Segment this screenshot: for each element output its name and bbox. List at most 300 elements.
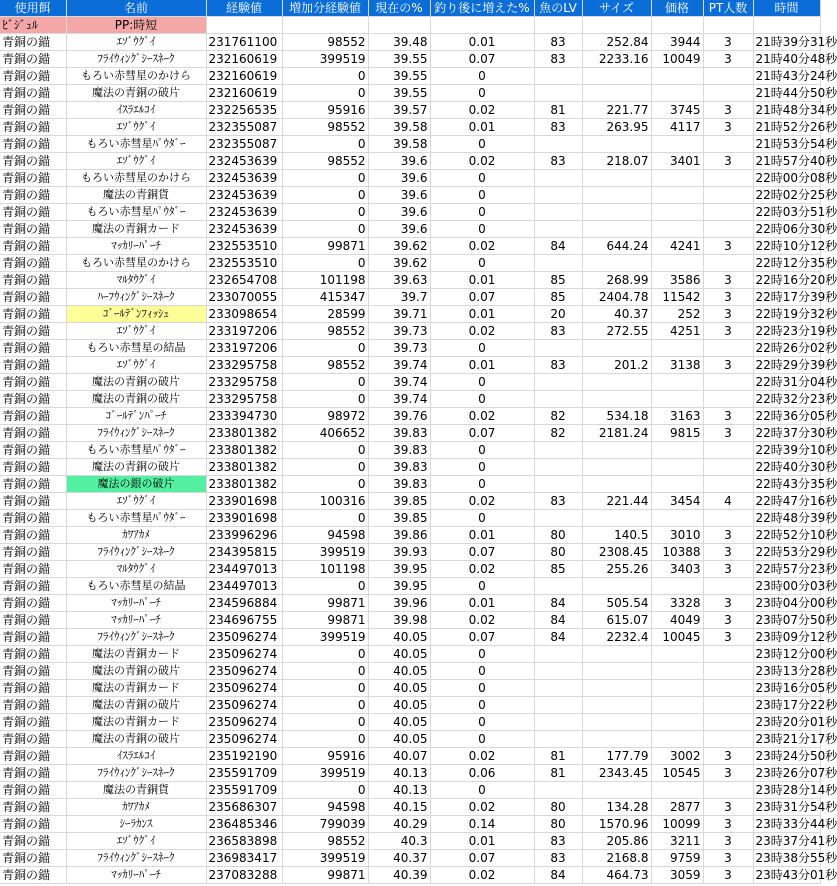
cell-party-size[interactable] bbox=[703, 391, 753, 408]
cell-party-size[interactable] bbox=[703, 221, 753, 238]
cell-exp-gain[interactable]: 99871 bbox=[282, 867, 368, 884]
cell-party-size[interactable]: 3 bbox=[703, 272, 753, 289]
cell-time[interactable]: 23時43分01秒 bbox=[753, 867, 820, 884]
cell-price[interactable] bbox=[651, 510, 703, 527]
cell-current-percent[interactable]: 39.6 bbox=[368, 187, 430, 204]
cell-percent-gain[interactable]: 0.01 bbox=[430, 357, 534, 374]
cell-party-size[interactable] bbox=[703, 204, 753, 221]
cell-party-size[interactable] bbox=[703, 374, 753, 391]
cell-name[interactable]: 魔法の青銅貨 bbox=[66, 782, 206, 799]
cell-name[interactable]: 魔法の青銅貨 bbox=[66, 187, 206, 204]
cell-size[interactable] bbox=[582, 578, 651, 595]
cell-fish-level[interactable] bbox=[534, 459, 582, 476]
cell-size[interactable] bbox=[582, 255, 651, 272]
cell-size[interactable]: 221.44 bbox=[582, 493, 651, 510]
cell-price[interactable]: 10045 bbox=[651, 629, 703, 646]
cell-party-size[interactable]: 4 bbox=[703, 493, 753, 510]
cell-size[interactable]: 268.99 bbox=[582, 272, 651, 289]
cell-exp-gain[interactable]: 399519 bbox=[282, 544, 368, 561]
cell-exp-gain[interactable]: 0 bbox=[282, 459, 368, 476]
cell-party-size[interactable]: 3 bbox=[703, 34, 753, 51]
cell-name[interactable]: もろい赤彗星ﾊﾟｳﾀﾞｰ bbox=[66, 136, 206, 153]
cell-percent-gain[interactable]: 0 bbox=[430, 221, 534, 238]
cell-fish-level[interactable] bbox=[534, 255, 582, 272]
cell-fish-level[interactable]: 85 bbox=[534, 272, 582, 289]
cell-name[interactable]: もろい赤彗星のかけら bbox=[66, 255, 206, 272]
cell-exp[interactable]: 232553510 bbox=[206, 238, 282, 255]
cell-exp[interactable]: 235096274 bbox=[206, 629, 282, 646]
empty-cell[interactable] bbox=[753, 17, 820, 34]
header-exp-gain[interactable]: 増加分経験値 bbox=[282, 0, 368, 17]
cell-size[interactable] bbox=[582, 340, 651, 357]
cell-size[interactable]: 644.24 bbox=[582, 238, 651, 255]
cell-size[interactable]: 2181.24 bbox=[582, 425, 651, 442]
cell-bait[interactable]: 青銅の錨 bbox=[0, 697, 66, 714]
cell-bait[interactable]: 青銅の錨 bbox=[0, 255, 66, 272]
cell-time[interactable]: 22時12分35秒 bbox=[753, 255, 820, 272]
cell-current-percent[interactable]: 40.05 bbox=[368, 680, 430, 697]
cell-party-size[interactable] bbox=[703, 476, 753, 493]
cell-size[interactable] bbox=[582, 442, 651, 459]
cell-current-percent[interactable]: 39.83 bbox=[368, 425, 430, 442]
cell-exp-gain[interactable]: 99871 bbox=[282, 238, 368, 255]
cell-size[interactable]: 2168.8 bbox=[582, 850, 651, 867]
cell-exp[interactable]: 235192190 bbox=[206, 748, 282, 765]
cell-current-percent[interactable]: 39.83 bbox=[368, 459, 430, 476]
cell-price[interactable] bbox=[651, 663, 703, 680]
cell-fish-level[interactable]: 84 bbox=[534, 595, 582, 612]
cell-exp-gain[interactable]: 98552 bbox=[282, 357, 368, 374]
cell-fish-level[interactable]: 83 bbox=[534, 357, 582, 374]
cell-fish-level[interactable]: 83 bbox=[534, 119, 582, 136]
cell-fish-level[interactable]: 83 bbox=[534, 51, 582, 68]
cell-time[interactable]: 23時26分07秒 bbox=[753, 765, 820, 782]
cell-bait[interactable]: 青銅の錨 bbox=[0, 289, 66, 306]
cell-name[interactable]: もろい赤彗星の結晶 bbox=[66, 578, 206, 595]
cell-exp[interactable]: 236485346 bbox=[206, 816, 282, 833]
cell-current-percent[interactable]: 39.95 bbox=[368, 578, 430, 595]
cell-fish-level[interactable]: 20 bbox=[534, 306, 582, 323]
cell-party-size[interactable]: 3 bbox=[703, 425, 753, 442]
cell-bait[interactable]: 青銅の錨 bbox=[0, 357, 66, 374]
cell-name[interactable]: ﾌﾗｲｳｨﾝｸﾞｼｰｽﾈｰｸ bbox=[66, 629, 206, 646]
cell-percent-gain[interactable]: 0.01 bbox=[430, 34, 534, 51]
cell-time[interactable]: 22時17分39秒 bbox=[753, 289, 820, 306]
cell-exp-gain[interactable]: 99871 bbox=[282, 612, 368, 629]
cell-percent-gain[interactable]: 0 bbox=[430, 255, 534, 272]
cell-time[interactable]: 22時47分16秒 bbox=[753, 493, 820, 510]
cell-exp-gain[interactable]: 0 bbox=[282, 442, 368, 459]
cell-exp[interactable]: 232453639 bbox=[206, 187, 282, 204]
cell-time[interactable]: 23時33分44秒 bbox=[753, 816, 820, 833]
cell-fish-level[interactable]: 83 bbox=[534, 493, 582, 510]
cell-size[interactable]: 201.2 bbox=[582, 357, 651, 374]
cell-bait[interactable]: 青銅の錨 bbox=[0, 799, 66, 816]
cell-name[interactable]: もろい赤彗星の結晶 bbox=[66, 340, 206, 357]
cell-party-size[interactable]: 3 bbox=[703, 119, 753, 136]
cell-percent-gain[interactable]: 0.01 bbox=[430, 595, 534, 612]
cell-current-percent[interactable]: 39.6 bbox=[368, 204, 430, 221]
cell-name[interactable]: もろい赤彗星のかけら bbox=[66, 170, 206, 187]
cell-exp[interactable]: 233070055 bbox=[206, 289, 282, 306]
cell-party-size[interactable]: 3 bbox=[703, 765, 753, 782]
cell-party-size[interactable]: 3 bbox=[703, 408, 753, 425]
cell-percent-gain[interactable]: 0.02 bbox=[430, 799, 534, 816]
cell-exp-gain[interactable]: 94598 bbox=[282, 527, 368, 544]
cell-price[interactable]: 10099 bbox=[651, 816, 703, 833]
cell-fish-level[interactable]: 84 bbox=[534, 629, 582, 646]
cell-time[interactable]: 22時16分20秒 bbox=[753, 272, 820, 289]
cell-percent-gain[interactable]: 0 bbox=[430, 782, 534, 799]
cell-party-size[interactable]: 3 bbox=[703, 748, 753, 765]
cell-exp[interactable]: 233098654 bbox=[206, 306, 282, 323]
cell-time[interactable]: 23時16分05秒 bbox=[753, 680, 820, 697]
cell-name[interactable]: もろい赤彗星ﾊﾟｳﾀﾞｰ bbox=[66, 204, 206, 221]
cell-exp-gain[interactable]: 399519 bbox=[282, 850, 368, 867]
cell-price[interactable]: 3010 bbox=[651, 527, 703, 544]
cell-exp[interactable]: 233901698 bbox=[206, 493, 282, 510]
cell-time[interactable]: 22時06分30秒 bbox=[753, 221, 820, 238]
cell-current-percent[interactable]: 40.39 bbox=[368, 867, 430, 884]
cell-bait[interactable]: 青銅の錨 bbox=[0, 646, 66, 663]
cell-exp-gain[interactable]: 0 bbox=[282, 714, 368, 731]
cell-fish-level[interactable]: 81 bbox=[534, 102, 582, 119]
cell-exp[interactable]: 235686307 bbox=[206, 799, 282, 816]
cell-price[interactable] bbox=[651, 578, 703, 595]
cell-time[interactable]: 22時36分05秒 bbox=[753, 408, 820, 425]
cell-party-size[interactable]: 3 bbox=[703, 629, 753, 646]
cell-price[interactable] bbox=[651, 374, 703, 391]
cell-exp-gain[interactable]: 0 bbox=[282, 255, 368, 272]
cell-bait[interactable]: 青銅の錨 bbox=[0, 221, 66, 238]
cell-fish-level[interactable] bbox=[534, 221, 582, 238]
cell-name[interactable]: ﾌﾗｲｳｨﾝｸﾞｼｰｽﾈｰｸ bbox=[66, 850, 206, 867]
cell-percent-gain[interactable]: 0.14 bbox=[430, 816, 534, 833]
cell-bait[interactable]: 青銅の錨 bbox=[0, 153, 66, 170]
cell-price[interactable] bbox=[651, 697, 703, 714]
cell-name[interactable]: ﾏｯｶﾘｰﾊﾟｰﾁ bbox=[66, 612, 206, 629]
cell-party-size[interactable] bbox=[703, 459, 753, 476]
cell-price[interactable]: 4049 bbox=[651, 612, 703, 629]
cell-price[interactable] bbox=[651, 459, 703, 476]
cell-fish-level[interactable] bbox=[534, 340, 582, 357]
cell-percent-gain[interactable]: 0 bbox=[430, 510, 534, 527]
cell-size[interactable]: 2233.16 bbox=[582, 51, 651, 68]
cell-size[interactable]: 615.07 bbox=[582, 612, 651, 629]
cell-percent-gain[interactable]: 0.01 bbox=[430, 119, 534, 136]
cell-exp-gain[interactable]: 0 bbox=[282, 663, 368, 680]
cell-exp[interactable]: 233801382 bbox=[206, 442, 282, 459]
cell-name[interactable]: もろい赤彗星ﾊﾟｳﾀﾞｰ bbox=[66, 510, 206, 527]
cell-exp[interactable]: 235591709 bbox=[206, 782, 282, 799]
cell-price[interactable] bbox=[651, 646, 703, 663]
cell-name[interactable]: ｴｿﾞｳｸﾞｲ bbox=[66, 323, 206, 340]
cell-exp[interactable]: 232160619 bbox=[206, 68, 282, 85]
header-time[interactable]: 時間 bbox=[753, 0, 820, 17]
cell-percent-gain[interactable]: 0 bbox=[430, 68, 534, 85]
cell-name[interactable]: ｴｿﾞｳｸﾞｲ bbox=[66, 153, 206, 170]
cell-name[interactable]: ｺﾞｰﾙﾃﾞﾝﾌｨｯｼｭ bbox=[66, 306, 206, 323]
cell-price[interactable]: 3002 bbox=[651, 748, 703, 765]
cell-time[interactable]: 22時23分19秒 bbox=[753, 323, 820, 340]
cell-name[interactable]: ﾏﾙﾀｳｸﾞｲ bbox=[66, 272, 206, 289]
cell-percent-gain[interactable]: 0.07 bbox=[430, 544, 534, 561]
cell-percent-gain[interactable]: 0 bbox=[430, 374, 534, 391]
cell-exp[interactable]: 234596884 bbox=[206, 595, 282, 612]
cell-current-percent[interactable]: 40.05 bbox=[368, 697, 430, 714]
cell-exp-gain[interactable]: 0 bbox=[282, 391, 368, 408]
cell-current-percent[interactable]: 39.6 bbox=[368, 170, 430, 187]
cell-party-size[interactable] bbox=[703, 578, 753, 595]
cell-exp-gain[interactable]: 99871 bbox=[282, 595, 368, 612]
cell-fish-level[interactable] bbox=[534, 714, 582, 731]
cell-fish-level[interactable] bbox=[534, 731, 582, 748]
cell-time[interactable]: 23時17分22秒 bbox=[753, 697, 820, 714]
cell-exp[interactable]: 232256535 bbox=[206, 102, 282, 119]
cell-exp-gain[interactable]: 0 bbox=[282, 68, 368, 85]
cell-exp[interactable]: 233295758 bbox=[206, 357, 282, 374]
cell-fish-level[interactable]: 82 bbox=[534, 425, 582, 442]
cell-current-percent[interactable]: 40.13 bbox=[368, 782, 430, 799]
cell-exp-gain[interactable]: 799039 bbox=[282, 816, 368, 833]
cell-name[interactable]: ﾌﾗｲｳｨﾝｸﾞｼｰｽﾈｰｸ bbox=[66, 765, 206, 782]
cell-bait[interactable]: 青銅の錨 bbox=[0, 867, 66, 884]
cell-exp-gain[interactable]: 399519 bbox=[282, 629, 368, 646]
cell-name[interactable]: 魔法の青銅カード bbox=[66, 680, 206, 697]
cell-percent-gain[interactable]: 0 bbox=[430, 204, 534, 221]
cell-percent-gain[interactable]: 0.02 bbox=[430, 238, 534, 255]
cell-bait[interactable]: 青銅の錨 bbox=[0, 578, 66, 595]
cell-name[interactable]: ﾏｯｶﾘｰﾊﾟｰﾁ bbox=[66, 867, 206, 884]
cell-time[interactable]: 23時24分50秒 bbox=[753, 748, 820, 765]
cell-size[interactable] bbox=[582, 714, 651, 731]
cell-bait[interactable]: 青銅の錨 bbox=[0, 323, 66, 340]
cell-bait[interactable]: 青銅の錨 bbox=[0, 187, 66, 204]
pp-label-cell[interactable]: PP:時短 bbox=[66, 17, 206, 34]
cell-price[interactable] bbox=[651, 221, 703, 238]
cell-exp-gain[interactable]: 0 bbox=[282, 374, 368, 391]
cell-party-size[interactable]: 3 bbox=[703, 867, 753, 884]
cell-current-percent[interactable]: 39.7 bbox=[368, 289, 430, 306]
cell-exp[interactable]: 237083288 bbox=[206, 867, 282, 884]
cell-price[interactable] bbox=[651, 782, 703, 799]
cell-current-percent[interactable]: 39.74 bbox=[368, 357, 430, 374]
cell-time[interactable]: 23時07分50秒 bbox=[753, 612, 820, 629]
cell-name[interactable]: ﾏｯｶﾘｰﾊﾟｰﾁ bbox=[66, 595, 206, 612]
cell-price[interactable] bbox=[651, 68, 703, 85]
cell-fish-level[interactable]: 83 bbox=[534, 850, 582, 867]
cell-fish-level[interactable]: 84 bbox=[534, 238, 582, 255]
cell-current-percent[interactable]: 39.86 bbox=[368, 527, 430, 544]
cell-exp[interactable]: 232553510 bbox=[206, 255, 282, 272]
cell-price[interactable]: 10545 bbox=[651, 765, 703, 782]
cell-bait[interactable]: 青銅の錨 bbox=[0, 782, 66, 799]
cell-exp-gain[interactable]: 0 bbox=[282, 187, 368, 204]
cell-percent-gain[interactable]: 0.02 bbox=[430, 323, 534, 340]
cell-current-percent[interactable]: 39.85 bbox=[368, 510, 430, 527]
cell-current-percent[interactable]: 40.07 bbox=[368, 748, 430, 765]
cell-time[interactable]: 22時39分10秒 bbox=[753, 442, 820, 459]
cell-exp[interactable]: 236583898 bbox=[206, 833, 282, 850]
cell-party-size[interactable] bbox=[703, 782, 753, 799]
cell-percent-gain[interactable]: 0.07 bbox=[430, 425, 534, 442]
cell-price[interactable] bbox=[651, 731, 703, 748]
cell-price[interactable]: 9759 bbox=[651, 850, 703, 867]
cell-current-percent[interactable]: 40.05 bbox=[368, 731, 430, 748]
cell-time[interactable]: 23時12分00秒 bbox=[753, 646, 820, 663]
visual-label-cell[interactable]: ﾋﾞｼﾞｭﾙ bbox=[0, 17, 66, 34]
cell-fish-level[interactable] bbox=[534, 782, 582, 799]
cell-name[interactable]: 魔法の青銅カード bbox=[66, 646, 206, 663]
cell-bait[interactable]: 青銅の錨 bbox=[0, 272, 66, 289]
cell-bait[interactable]: 青銅の錨 bbox=[0, 833, 66, 850]
cell-size[interactable] bbox=[582, 782, 651, 799]
cell-percent-gain[interactable]: 0.02 bbox=[430, 153, 534, 170]
cell-time[interactable]: 21時43分24秒 bbox=[753, 68, 820, 85]
cell-size[interactable]: 505.54 bbox=[582, 595, 651, 612]
cell-exp[interactable]: 233996296 bbox=[206, 527, 282, 544]
cell-fish-level[interactable]: 83 bbox=[534, 153, 582, 170]
cell-time[interactable]: 23時37分41秒 bbox=[753, 833, 820, 850]
cell-time[interactable]: 22時48分39秒 bbox=[753, 510, 820, 527]
cell-bait[interactable]: 青銅の錨 bbox=[0, 544, 66, 561]
cell-name[interactable]: ｲｽﾗｴﾙｺｲ bbox=[66, 748, 206, 765]
cell-party-size[interactable]: 3 bbox=[703, 850, 753, 867]
cell-size[interactable] bbox=[582, 646, 651, 663]
cell-bait[interactable]: 青銅の錨 bbox=[0, 612, 66, 629]
cell-percent-gain[interactable]: 0.06 bbox=[430, 765, 534, 782]
cell-fish-level[interactable]: 83 bbox=[534, 34, 582, 51]
cell-exp-gain[interactable]: 399519 bbox=[282, 765, 368, 782]
cell-party-size[interactable]: 3 bbox=[703, 153, 753, 170]
cell-exp-gain[interactable]: 98552 bbox=[282, 153, 368, 170]
cell-percent-gain[interactable]: 0.07 bbox=[430, 629, 534, 646]
cell-party-size[interactable] bbox=[703, 85, 753, 102]
empty-cell[interactable] bbox=[206, 17, 282, 34]
cell-party-size[interactable]: 3 bbox=[703, 799, 753, 816]
cell-price[interactable]: 3944 bbox=[651, 34, 703, 51]
cell-name[interactable]: 魔法の青銅の破片 bbox=[66, 85, 206, 102]
cell-exp[interactable]: 235096274 bbox=[206, 714, 282, 731]
cell-bait[interactable]: 青銅の錨 bbox=[0, 425, 66, 442]
cell-exp-gain[interactable]: 28599 bbox=[282, 306, 368, 323]
cell-current-percent[interactable]: 39.71 bbox=[368, 306, 430, 323]
cell-bait[interactable]: 青銅の錨 bbox=[0, 680, 66, 697]
cell-name[interactable]: 魔法の青銅の破片 bbox=[66, 697, 206, 714]
cell-current-percent[interactable]: 39.58 bbox=[368, 136, 430, 153]
cell-price[interactable] bbox=[651, 680, 703, 697]
cell-size[interactable] bbox=[582, 680, 651, 697]
cell-time[interactable]: 23時31分54秒 bbox=[753, 799, 820, 816]
cell-bait[interactable]: 青銅の錨 bbox=[0, 170, 66, 187]
cell-size[interactable] bbox=[582, 731, 651, 748]
cell-price[interactable]: 3138 bbox=[651, 357, 703, 374]
cell-size[interactable]: 140.5 bbox=[582, 527, 651, 544]
cell-current-percent[interactable]: 40.15 bbox=[368, 799, 430, 816]
cell-fish-level[interactable]: 80 bbox=[534, 544, 582, 561]
cell-size[interactable] bbox=[582, 204, 651, 221]
cell-bait[interactable]: 青銅の錨 bbox=[0, 459, 66, 476]
cell-party-size[interactable]: 3 bbox=[703, 816, 753, 833]
cell-size[interactable] bbox=[582, 187, 651, 204]
cell-size[interactable] bbox=[582, 391, 651, 408]
cell-bait[interactable]: 青銅の錨 bbox=[0, 714, 66, 731]
cell-current-percent[interactable]: 39.95 bbox=[368, 561, 430, 578]
cell-party-size[interactable]: 3 bbox=[703, 306, 753, 323]
cell-exp-gain[interactable]: 98552 bbox=[282, 119, 368, 136]
cell-time[interactable]: 22時57分23秒 bbox=[753, 561, 820, 578]
cell-time[interactable]: 22時31分04秒 bbox=[753, 374, 820, 391]
cell-price[interactable]: 4251 bbox=[651, 323, 703, 340]
cell-percent-gain[interactable]: 0.02 bbox=[430, 867, 534, 884]
cell-exp[interactable]: 232453639 bbox=[206, 170, 282, 187]
cell-price[interactable]: 3745 bbox=[651, 102, 703, 119]
cell-bait[interactable]: 青銅の錨 bbox=[0, 850, 66, 867]
cell-size[interactable]: 2404.78 bbox=[582, 289, 651, 306]
cell-size[interactable]: 2232.4 bbox=[582, 629, 651, 646]
cell-exp[interactable]: 231761100 bbox=[206, 34, 282, 51]
cell-size[interactable] bbox=[582, 85, 651, 102]
cell-name[interactable]: 魔法の銀の破片 bbox=[66, 476, 206, 493]
cell-name[interactable]: ｲｽﾗｴﾙｺｲ bbox=[66, 102, 206, 119]
cell-bait[interactable]: 青銅の錨 bbox=[0, 340, 66, 357]
cell-fish-level[interactable] bbox=[534, 442, 582, 459]
cell-price[interactable]: 3403 bbox=[651, 561, 703, 578]
cell-size[interactable] bbox=[582, 170, 651, 187]
cell-price[interactable]: 10388 bbox=[651, 544, 703, 561]
cell-name[interactable]: ｶﾜｱｶﾒ bbox=[66, 527, 206, 544]
cell-time[interactable]: 22時52分10秒 bbox=[753, 527, 820, 544]
cell-exp[interactable]: 235096274 bbox=[206, 680, 282, 697]
cell-bait[interactable]: 青銅の錨 bbox=[0, 748, 66, 765]
cell-bait[interactable]: 青銅の錨 bbox=[0, 408, 66, 425]
cell-time[interactable]: 22時37分30秒 bbox=[753, 425, 820, 442]
cell-bait[interactable]: 青銅の錨 bbox=[0, 493, 66, 510]
cell-current-percent[interactable]: 39.6 bbox=[368, 153, 430, 170]
cell-size[interactable]: 464.73 bbox=[582, 867, 651, 884]
cell-exp[interactable]: 232355087 bbox=[206, 119, 282, 136]
cell-size[interactable]: 177.79 bbox=[582, 748, 651, 765]
cell-time[interactable]: 22時29分39秒 bbox=[753, 357, 820, 374]
cell-exp[interactable]: 233295758 bbox=[206, 374, 282, 391]
cell-time[interactable]: 22時03分51秒 bbox=[753, 204, 820, 221]
cell-time[interactable]: 22時02分25秒 bbox=[753, 187, 820, 204]
cell-exp[interactable]: 235096274 bbox=[206, 697, 282, 714]
cell-bait[interactable]: 青銅の錨 bbox=[0, 561, 66, 578]
cell-size[interactable] bbox=[582, 374, 651, 391]
cell-price[interactable]: 252 bbox=[651, 306, 703, 323]
cell-size[interactable] bbox=[582, 510, 651, 527]
cell-current-percent[interactable]: 40.3 bbox=[368, 833, 430, 850]
cell-time[interactable]: 23時00分03秒 bbox=[753, 578, 820, 595]
cell-exp[interactable]: 233394730 bbox=[206, 408, 282, 425]
cell-percent-gain[interactable]: 0 bbox=[430, 459, 534, 476]
cell-current-percent[interactable]: 40.29 bbox=[368, 816, 430, 833]
cell-exp-gain[interactable]: 100316 bbox=[282, 493, 368, 510]
cell-exp[interactable]: 233801382 bbox=[206, 476, 282, 493]
cell-name[interactable]: 魔法の青銅の破片 bbox=[66, 391, 206, 408]
cell-exp-gain[interactable]: 95916 bbox=[282, 102, 368, 119]
cell-price[interactable] bbox=[651, 136, 703, 153]
cell-current-percent[interactable]: 39.96 bbox=[368, 595, 430, 612]
cell-bait[interactable]: 青銅の錨 bbox=[0, 391, 66, 408]
cell-current-percent[interactable]: 40.05 bbox=[368, 646, 430, 663]
cell-fish-level[interactable] bbox=[534, 204, 582, 221]
cell-current-percent[interactable]: 39.85 bbox=[368, 493, 430, 510]
cell-name[interactable]: 魔法の青銅カード bbox=[66, 714, 206, 731]
cell-party-size[interactable]: 3 bbox=[703, 612, 753, 629]
header-name[interactable]: 名前 bbox=[66, 0, 206, 17]
